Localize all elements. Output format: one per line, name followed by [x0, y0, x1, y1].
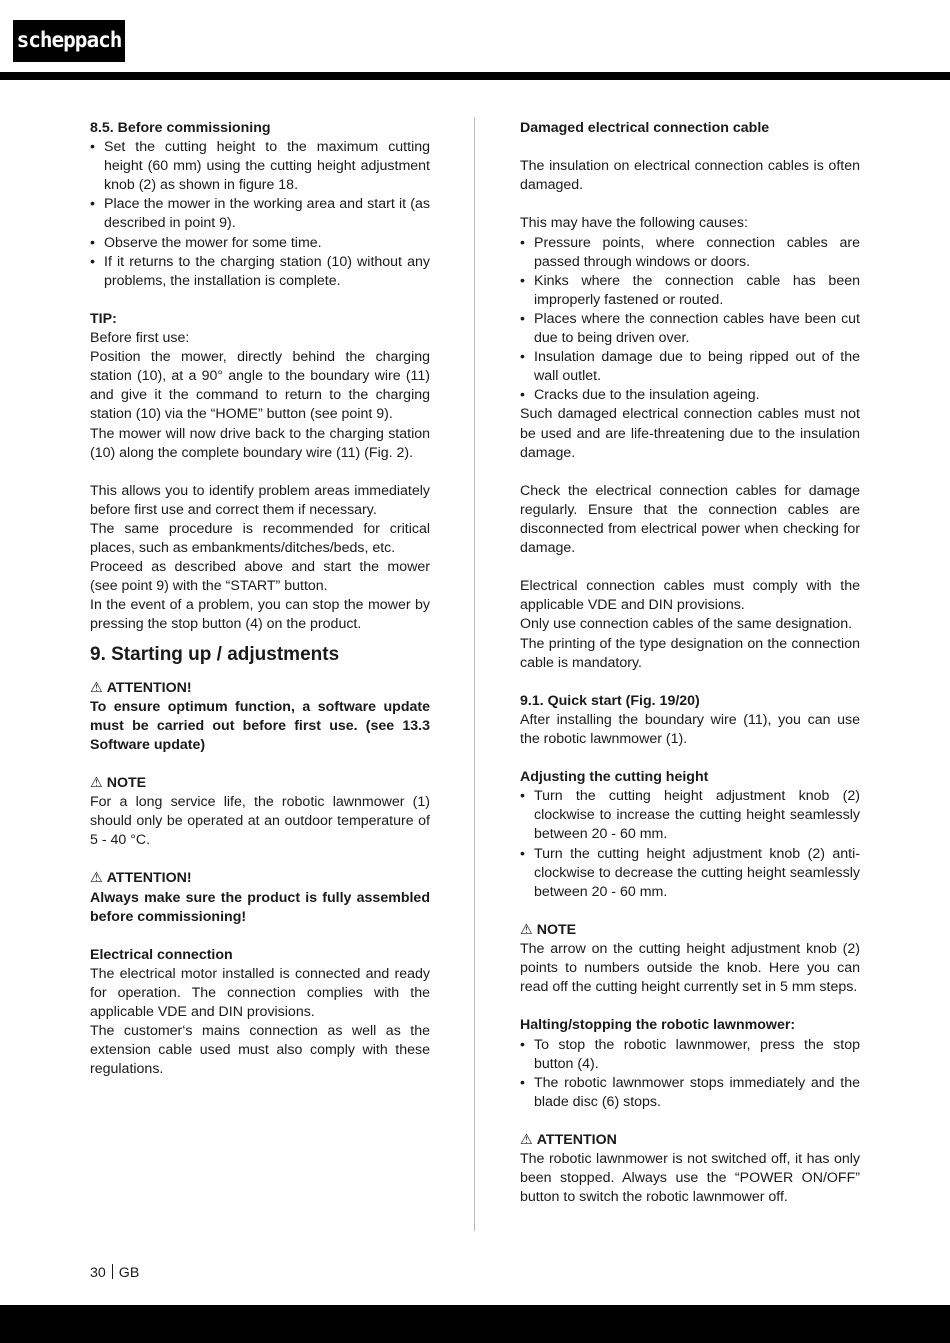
comply-paragraph: The printing of the type designation on the connection cable is mandatory. — [520, 635, 860, 671]
list-item: • Insulation damage due to being ripped out of the wall outlet. — [520, 348, 860, 386]
warning-triangle-icon: ⚠ — [90, 679, 103, 696]
tip-paragraph: The same procedure is recommended for critical places, such as embankments/ditches/beds, etc. — [90, 520, 430, 557]
warning-triangle-icon: ⚠ — [90, 775, 103, 791]
list-item: • Turn the cutting height adjustment knob (2) anti-clockwise to decrease the cutting height seamlessly between 20 - 60 mm. — [520, 845, 860, 902]
section-8-5-title: 8.5. Before commissioning — [90, 120, 271, 136]
attention-heading: ⚠ ATTENTION! — [90, 679, 192, 696]
attention-text: To ensure optimum function, a software update must be carried out before first use. (see 13.3 Software update) — [90, 698, 430, 753]
list-item: • Cracks due to the insulation ageing. — [520, 386, 860, 405]
attention-text: The robotic lawnmower is not switched off, it has only been stopped. Always use the “POWER ON/OFF” button to switch the robotic lawnmower off. — [520, 1151, 860, 1206]
warning-triangle-icon: ⚠ — [90, 870, 103, 887]
quick-start-text: After installing the boundary wire (11), you can use the robotic lawnmower (1). — [520, 711, 860, 747]
list-item: • Turn the cutting height adjustment knob (2) clockwise to increase the cutting height seamlessly between 20 - 60 mm. — [520, 787, 860, 844]
tip-paragraph: In the event of a problem, you can stop the mower by pressing the stop button (4) on the product. — [90, 597, 430, 633]
quick-start-title: 9.1. Quick start (Fig. 19/20) — [520, 692, 700, 709]
list-item: • Observe the mower for some time. — [90, 234, 430, 253]
tip-line: Position the mower, directly behind the charging station (10), at a 90° angle to the boundary wire (11) and give it the command to return to the charging station (10) via the “HOME” button (see point 9). — [90, 349, 430, 423]
tip-line: Before first use: — [90, 330, 190, 347]
damaged-cable-title: Damaged electrical connection cable — [520, 120, 770, 136]
page-footer — [90, 1264, 139, 1283]
list-item: • To stop the robotic lawnmower, press the stop button (4). — [520, 1036, 860, 1074]
footer-separator — [112, 1264, 113, 1279]
check-paragraph: Check the electrical connection cables for damage regularly. Ensure that the connection cables are disconnected from electrical power when checking for damage. — [520, 482, 860, 557]
halting-title: Halting/stopping the robotic lawnmower: — [520, 1017, 796, 1034]
list-item: • Pressure points, where connection cables are passed through windows or doors. — [520, 234, 860, 272]
note-text: For a long service life, the robotic lawnmower (1) should only be operated at an outdoor temperature of 5 - 40 °C. — [90, 794, 430, 849]
tip-paragraph: This allows you to identify problem areas immediately before first use and correct them if necessary. — [90, 482, 430, 518]
note-heading: ⚠ NOTE — [520, 921, 577, 938]
tip-line: The mower will now drive back to the charging station (10) along the complete boundary wire (11) (Fig. 2). — [90, 425, 430, 461]
attention-text: Always make sure the product is fully assembled before commissioning! — [90, 889, 430, 925]
note-text: The arrow on the cutting height adjustment knob (2) points to numbers outside the knob. Here you can read off the cutting height currently set in 5 mm steps. — [520, 941, 860, 996]
attention-heading: ⚠ ATTENTION — [520, 1131, 617, 1148]
tip-paragraph: Proceed as described above and start the mower (see point 9) with the “START” button. — [90, 559, 430, 595]
electrical-connection-text: The electrical motor installed is connected and ready for operation. The connection complies with the applicable VDE and DIN provisions. — [90, 965, 430, 1021]
comply-paragraph: Electrical connection cables must comply with the applicable VDE and DIN provisions. — [520, 578, 860, 614]
right-column — [520, 119, 860, 1207]
note-heading: ⚠ NOTE — [90, 775, 147, 791]
electrical-connection-title: Electrical connection — [90, 946, 233, 963]
causes-intro: This may have the following causes: — [520, 215, 748, 232]
page-number: 30 — [90, 1265, 106, 1281]
attention-heading: ⚠ ATTENTION! — [90, 870, 192, 887]
causes-list — [520, 234, 860, 406]
adjust-height-list — [520, 787, 860, 902]
list-item: • The robotic lawnmower stops immediately and the blade disc (6) stops. — [520, 1074, 860, 1112]
tip-title: TIP: — [90, 310, 117, 327]
causes-outro: Such damaged electrical connection cables must not be used and are life-threatening due to the insulation damage. — [520, 406, 860, 461]
section-9-heading: 9. Starting up / adjustments — [90, 643, 340, 665]
damaged-cable-intro: The insulation on electrical connection cables is often damaged. — [520, 158, 860, 194]
header-rule — [0, 72, 950, 80]
warning-triangle-icon: ⚠ — [520, 921, 533, 938]
language-code: GB — [118, 1265, 140, 1281]
list-item: • Place the mower in the working area and start it (as described in point 9). — [90, 195, 430, 233]
warning-triangle-icon: ⚠ — [520, 1131, 533, 1148]
list-item: • Set the cutting height to the maximum cutting height (60 mm) using the cutting height adjustment knob (2) as shown in figure 18. — [90, 138, 430, 195]
list-item: • If it returns to the charging station (10) without any problems, the installation is complete. — [90, 253, 430, 291]
section-8-5-list — [90, 138, 430, 291]
electrical-connection-text: The customer‘s mains connection as well as the extension cable used must also comply with these regulations. — [90, 1023, 430, 1078]
adjust-height-title: Adjusting the cutting height — [520, 769, 709, 786]
column-divider — [474, 117, 475, 1231]
brand-logo: scheppach — [13, 20, 125, 62]
left-column — [90, 119, 430, 1080]
list-item: • Places where the connection cables have been cut due to being driven over. — [520, 310, 860, 348]
footer-bar — [0, 1305, 950, 1343]
halting-list — [520, 1036, 860, 1112]
comply-paragraph: Only use connection cables of the same designation. — [520, 616, 853, 633]
list-item: • Kinks where the connection cable has been improperly fastened or routed. — [520, 272, 860, 310]
